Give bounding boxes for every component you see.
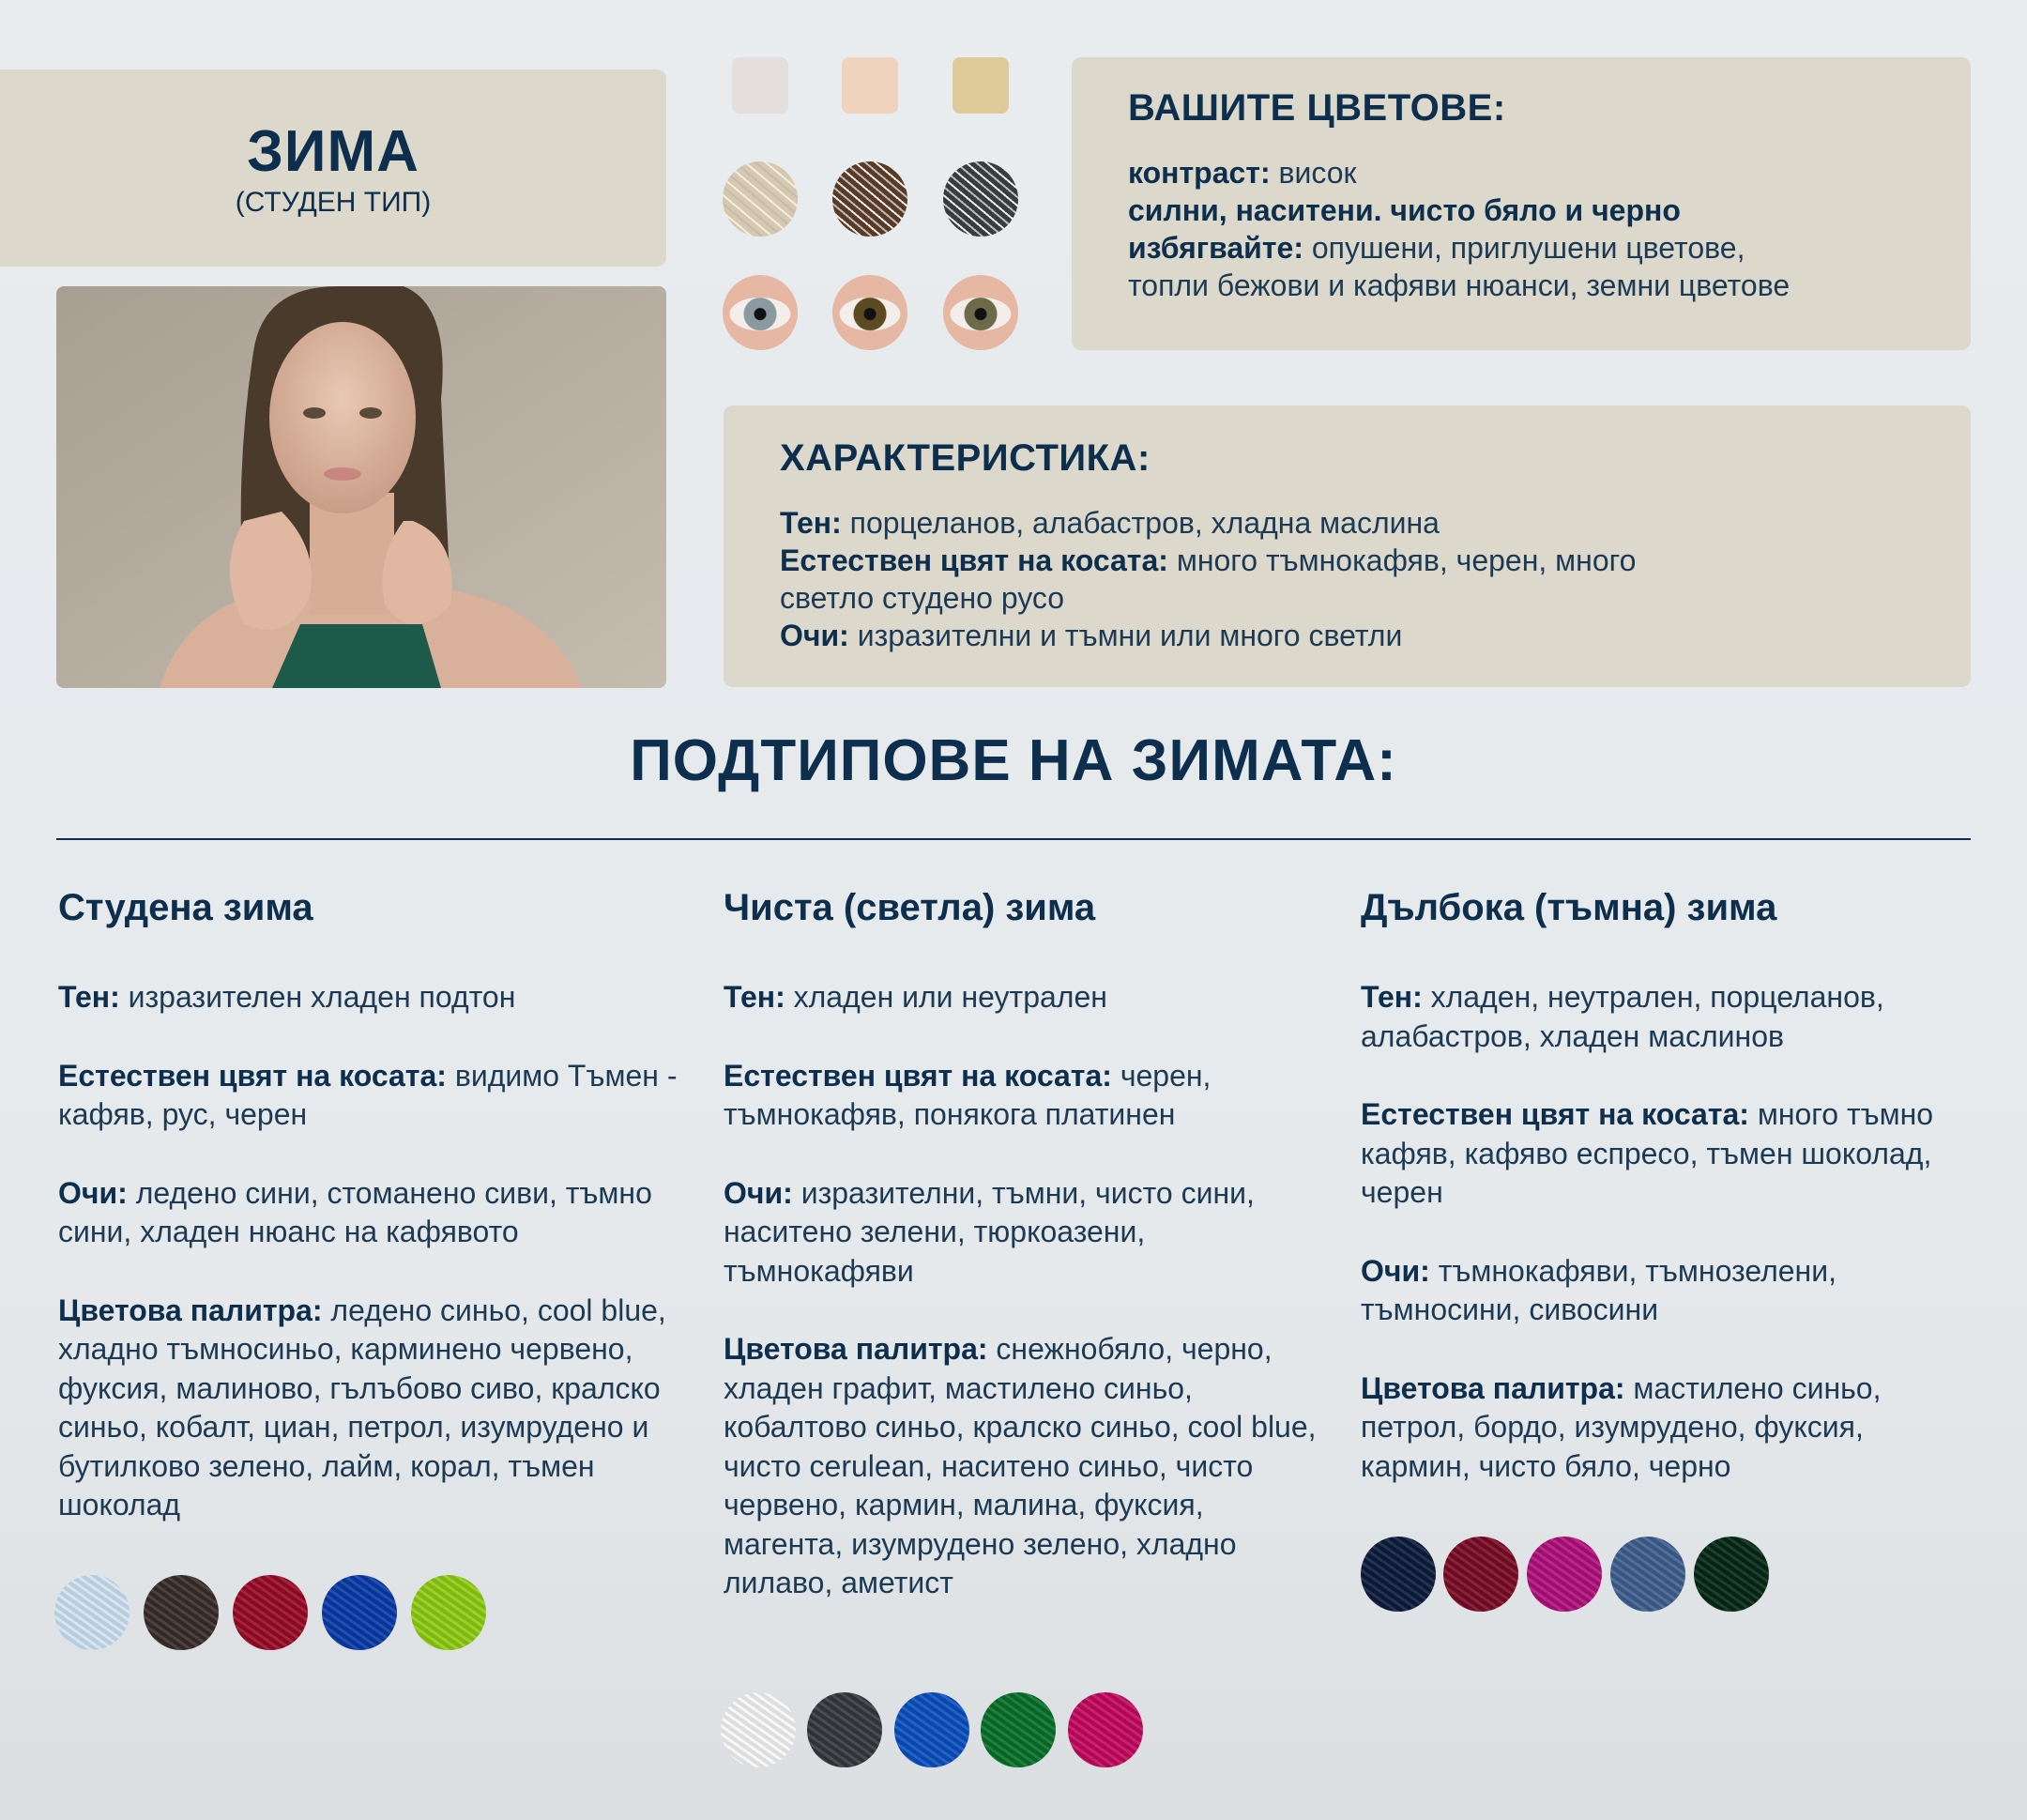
subtype-eyes	[724, 1174, 1319, 1292]
palette-value: ледено синьо, cool blue, хладно тъмносиньо, карминено червено, фуксия, малиново, гълъбово сиво, кралско синьо, кобалт, циан, петрол, изумрудено и бутилково зелено, лайм, корал, тъмен шоколад	[58, 1292, 666, 1522]
eyes-label: Очи:	[724, 1175, 793, 1210]
palette-dot-bordeaux	[1443, 1537, 1518, 1612]
strong-text: силни, наситени. чисто бяло и черно	[1128, 193, 1681, 227]
char-eyes-label: Очи:	[780, 619, 849, 652]
palette-label: Цветова палитра:	[58, 1292, 323, 1327]
your-colors-panel	[1072, 57, 1971, 350]
skin-label: Тен:	[58, 980, 120, 1014]
season-subtitle: (СТУДЕН ТИП)	[235, 187, 432, 218]
char-hair-label: Естествен цвят на косата:	[780, 543, 1168, 577]
hair-label: Естествен цвят на косата:	[1361, 1097, 1749, 1131]
subtype-skin	[1361, 978, 1980, 1056]
palette-dot-snow-white	[721, 1692, 796, 1767]
char-eyes-value: изразителни и тъмни или много светли	[848, 619, 1403, 652]
divider	[56, 838, 1971, 840]
avoid-line-2: топли бежови и кафяви нюанси, земни цветове	[1128, 268, 1791, 302]
contrast-line	[1128, 154, 1971, 191]
subtype-skin	[58, 978, 678, 1017]
char-skin-label: Тен:	[780, 506, 842, 540]
season-title: ЗИМА	[247, 119, 419, 184]
eyes-value: тъмнокафяви, тъмнозелени, тъмносини, сивосини	[1361, 1253, 1836, 1326]
subtype-hair	[1361, 1095, 1980, 1213]
hair-swatch-brown	[832, 161, 907, 237]
hair-label: Естествен цвят на косата:	[724, 1058, 1112, 1093]
subtype-eyes	[58, 1174, 678, 1252]
palette-dot-fuchsia	[1527, 1537, 1602, 1612]
palette-dot-graphite	[807, 1692, 882, 1767]
skin-value: изразителен хладен подтон	[119, 980, 516, 1014]
subtype-hair	[58, 1057, 678, 1135]
characteristics-panel	[724, 405, 1971, 687]
palette-dot-ink-blue	[1361, 1537, 1436, 1612]
palette-dot-dark-chocolate	[144, 1575, 219, 1650]
skin-value: хладен или неутрален	[785, 980, 1107, 1014]
contrast-value: висок	[1270, 156, 1357, 190]
contrast-label: контраст:	[1128, 156, 1271, 190]
palette-dot-cobalt	[894, 1692, 969, 1767]
avoid-line	[1128, 229, 1971, 267]
skin-label: Тен:	[1361, 980, 1423, 1014]
subtype-hair	[724, 1057, 1319, 1135]
skin-value: хладен, неутрален, порцеланов, алабастров, хладен маслинов	[1361, 980, 1884, 1053]
hair-label: Естествен цвят на косата:	[58, 1058, 447, 1093]
char-hair-line	[780, 542, 1971, 579]
palette-value: мастилено синьо, петрол, бордо, изумрудено, фуксия, кармин, чисто бяло, черно	[1361, 1370, 1882, 1483]
subtype-title: Студена зима	[58, 887, 313, 928]
palette-dot-fuchsia	[1068, 1692, 1143, 1767]
palette-dot-lime	[411, 1575, 486, 1650]
skin-swatch-olive	[953, 57, 1009, 114]
avoid-label: избягвайте:	[1128, 231, 1303, 265]
char-skin-line	[780, 504, 1971, 542]
skin-swatch-peach	[842, 57, 898, 114]
palette-label: Цветова палитра:	[724, 1332, 988, 1366]
palette-dot-petrol	[1610, 1537, 1685, 1612]
char-skin-value: порцеланов, алабастров, хладна маслина	[841, 506, 1440, 540]
eyes-value: ледено сини, стоманено сиви, тъмно сини, хладен нюанс на кафявото	[58, 1175, 652, 1248]
avoid-value: опушени, приглушени цветове,	[1303, 231, 1745, 265]
palette-value: снежнобяло, черно, хладен графит, мастилено синьо, кобалтово синьо, кралско синьо, cool blue, чисто cerulean, наситено синьо, чисто червено, кармин, малина, фуксия, магента, изумрудено зелено, хладно лилаво, аметист	[724, 1332, 1317, 1599]
palette-label: Цветова палитра:	[1361, 1370, 1625, 1405]
subtype-palette	[1361, 1369, 1980, 1487]
season-header	[0, 69, 666, 267]
eye-swatch-hazel	[832, 275, 907, 350]
skin-label: Тен:	[724, 980, 785, 1014]
characteristics-title: ХАРАКТЕРИСТИКА:	[780, 437, 1151, 479]
subtype-title: Дълбока (тъмна) зима	[1361, 887, 1777, 928]
subtype-skin	[724, 978, 1319, 1017]
portrait-photo	[56, 286, 666, 688]
hair-swatch-dark-grey	[943, 161, 1018, 237]
palette-dot-icy-blue	[54, 1575, 130, 1650]
hair-value: много тъмно кафяв, кафяво еспресо, тъмен шоколад, черен	[1361, 1097, 1934, 1209]
palette-dot-bottle-green	[1694, 1537, 1769, 1612]
eye-swatch-grey-blue	[723, 275, 798, 350]
char-hair-line-2: светло студено русо	[780, 581, 1065, 615]
eyes-label: Очи:	[58, 1175, 128, 1210]
subtype-deep-winter	[1361, 887, 1980, 1525]
subtype-cold-winter	[58, 887, 678, 1565]
char-hair-value: много тъмнокафяв, черен, много	[1167, 543, 1637, 577]
hair-value: видимо Тъмен - кафяв, рус, черен	[58, 1058, 678, 1131]
subtype-title: Чиста (светла) зима	[724, 887, 1096, 928]
subtype-palette	[58, 1292, 678, 1525]
subtypes-title: ПОДТИПОВЕ НА ЗИМАТА:	[630, 728, 1397, 793]
subtype-eyes	[1361, 1252, 1980, 1330]
your-colors-title: ВАШИТЕ ЦВЕТОВЕ:	[1128, 87, 1506, 129]
palette-dot-emerald	[981, 1692, 1056, 1767]
eyes-label: Очи:	[1361, 1253, 1430, 1288]
skin-swatch-porcelain	[732, 57, 788, 114]
palette-dot-royal-blue	[322, 1575, 397, 1650]
eyes-value: изразителни, тъмни, чисто сини, наситено зелени, тюркоазени, тъмнокафяви	[724, 1175, 1255, 1288]
palette-dot-carmine	[233, 1575, 308, 1650]
hair-swatch-light-blonde	[723, 161, 798, 237]
strong-line	[1128, 191, 1971, 229]
char-eyes-line	[780, 617, 1971, 654]
subtype-clear-winter	[724, 887, 1319, 1643]
subtype-palette	[724, 1330, 1319, 1603]
hair-value: черен, тъмнокафяв, понякога платинен	[724, 1058, 1212, 1131]
eye-swatch-green-grey	[943, 275, 1018, 350]
